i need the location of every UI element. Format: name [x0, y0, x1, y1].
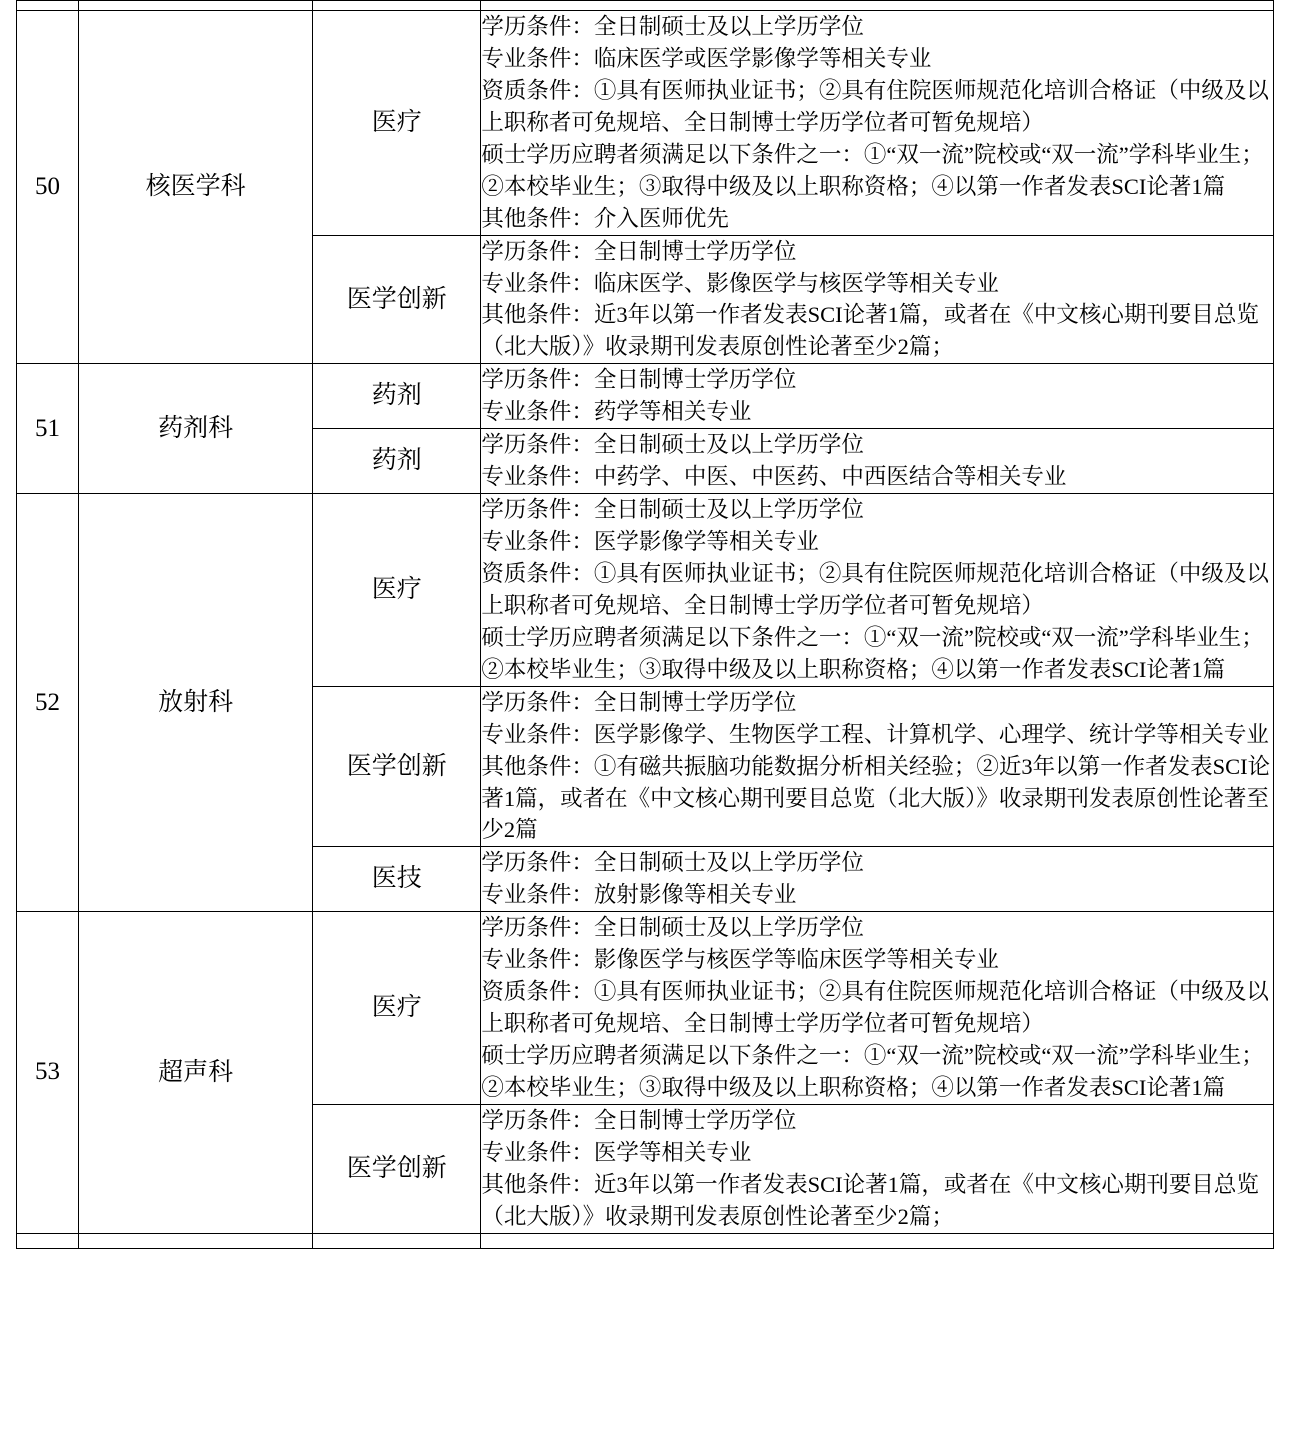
requirement-line: 专业条件：医学影像学等相关专业 — [481, 529, 819, 554]
requirement-line: 其他条件：介入医师优先 — [481, 205, 729, 231]
cell-dept-partial — [79, 1, 313, 11]
requirement-line: 学历条件：全日制博士学历学位 — [481, 689, 797, 715]
requirement-line: 专业条件：医学等相关专业 — [481, 1139, 752, 1165]
cell-department: 核医学科 — [79, 11, 313, 364]
requirement-line: 资质条件：①具有医师执业证书；②具有住院医师规范化培训合格证（中级及以上职称者可免规培、全日制博士学历学位者可暂免规培） — [481, 77, 1269, 135]
requirement-line: 学历条件：全日制硕士及以上学历学位 — [481, 432, 864, 458]
requirement-line: 专业条件：中药学、中医、中医药、中西医结合等相关专业 — [481, 464, 1067, 490]
table-row — [17, 364, 1274, 429]
cell-category-partial — [313, 1233, 481, 1248]
cell-requirements — [481, 912, 1274, 1105]
requirement-line: 专业条件：医学影像学、生物医学工程、计算机学、心理学、统计学等相关专业 — [481, 721, 1269, 747]
table-row — [17, 494, 1274, 687]
cell-category: 医疗 — [313, 494, 481, 687]
recruitment-table — [16, 0, 1274, 1249]
cell-requirements — [481, 847, 1274, 912]
cell-dept-partial — [79, 1233, 313, 1248]
cell-department: 超声科 — [79, 912, 313, 1233]
cell-requirements-partial — [481, 1233, 1274, 1248]
requirement-line: 其他条件：近3年以第一作者发表SCI论著1篇，或者在《中文核心期刊要目总览（北大版）》收录期刊发表原创性论著至少2篇； — [481, 302, 1259, 360]
cell-category: 医学创新 — [313, 686, 481, 847]
table-row — [17, 912, 1274, 1105]
cell-requirements — [481, 364, 1274, 429]
requirement-line: 学历条件：全日制博士学历学位 — [481, 1107, 797, 1133]
requirement-line: 专业条件：临床医学或医学影像学等相关专业 — [481, 45, 932, 71]
cell-category: 药剂 — [313, 364, 481, 429]
table-row-partial-top — [17, 1, 1274, 11]
table-row-partial-bottom — [17, 1233, 1274, 1248]
cell-no-partial — [17, 1233, 79, 1248]
requirement-line: 学历条件：全日制硕士及以上学历学位 — [481, 497, 864, 523]
cell-requirements — [481, 1104, 1274, 1233]
requirement-line: 资质条件：①具有医师执业证书；②具有住院医师规范化培训合格证（中级及以上职称者可免规培、全日制博士学历学位者可暂免规培） — [481, 560, 1269, 618]
cell-department: 药剂科 — [79, 364, 313, 494]
requirement-line: 资质条件：①具有医师执业证书；②具有住院医师规范化培训合格证（中级及以上职称者可免规培、全日制博士学历学位者可暂免规培） — [481, 979, 1269, 1037]
requirement-line: 学历条件：全日制硕士及以上学历学位 — [481, 915, 864, 941]
cell-requirements-partial — [481, 1, 1274, 11]
requirement-line: 其他条件：近3年以第一作者发表SCI论著1篇，或者在《中文核心期刊要目总览（北大版）》收录期刊发表原创性论著至少2篇； — [481, 1171, 1259, 1229]
cell-category-partial — [313, 1, 481, 11]
cell-no: 52 — [17, 494, 79, 912]
cell-category: 医疗 — [313, 912, 481, 1105]
cell-no-partial — [17, 1, 79, 11]
cell-category: 医疗 — [313, 11, 481, 236]
requirement-line: 学历条件：全日制硕士及以上学历学位 — [481, 850, 864, 876]
cell-category: 医技 — [313, 847, 481, 912]
cell-requirements — [481, 235, 1274, 364]
requirement-line: 硕士学历应聘者须满足以下条件之一：①“双一流”院校或“双一流”学科毕业生；②本校毕业生；③取得中级及以上职称资格；④以第一作者发表SCI论著1篇 — [481, 1043, 1264, 1100]
cell-category: 医学创新 — [313, 235, 481, 364]
requirement-line: 学历条件：全日制硕士及以上学历学位 — [481, 14, 864, 39]
requirement-line: 硕士学历应聘者须满足以下条件之一：①“双一流”院校或“双一流”学科毕业生；②本校毕业生；③取得中级及以上职称资格；④以第一作者发表SCI论著1篇 — [481, 141, 1264, 199]
requirement-line: 专业条件：放射影像等相关专业 — [481, 882, 797, 908]
cell-requirements — [481, 494, 1274, 687]
cell-category: 药剂 — [313, 429, 481, 494]
requirement-line: 其他条件：①有磁共振脑功能数据分析相关经验；②近3年以第一作者发表SCI论著1篇，或者在《中文核心期刊要目总览（北大版）》收录期刊发表原创性论著至少2篇 — [481, 753, 1271, 843]
cell-no: 50 — [17, 11, 79, 364]
requirement-line: 专业条件：临床医学、影像医学与核医学等相关专业 — [481, 270, 999, 296]
cell-department: 放射科 — [79, 494, 313, 912]
requirement-line: 硕士学历应聘者须满足以下条件之一：①“双一流”院校或“双一流”学科毕业生；②本校毕业生；③取得中级及以上职称资格；④以第一作者发表SCI论著1篇 — [481, 624, 1264, 682]
cell-category: 医学创新 — [313, 1104, 481, 1233]
cell-requirements — [481, 429, 1274, 494]
cell-requirements — [481, 686, 1274, 847]
cell-no: 51 — [17, 364, 79, 494]
table-row — [17, 11, 1274, 236]
requirement-line: 专业条件：影像医学与核医学等临床医学等相关专业 — [481, 947, 999, 973]
table-body — [17, 1, 1274, 1249]
cell-no: 53 — [17, 912, 79, 1233]
requirement-line: 学历条件：全日制博士学历学位 — [481, 367, 797, 393]
requirement-line: 学历条件：全日制博士学历学位 — [481, 238, 797, 264]
requirement-line: 专业条件：药学等相关专业 — [481, 399, 752, 425]
cell-requirements — [481, 11, 1274, 236]
